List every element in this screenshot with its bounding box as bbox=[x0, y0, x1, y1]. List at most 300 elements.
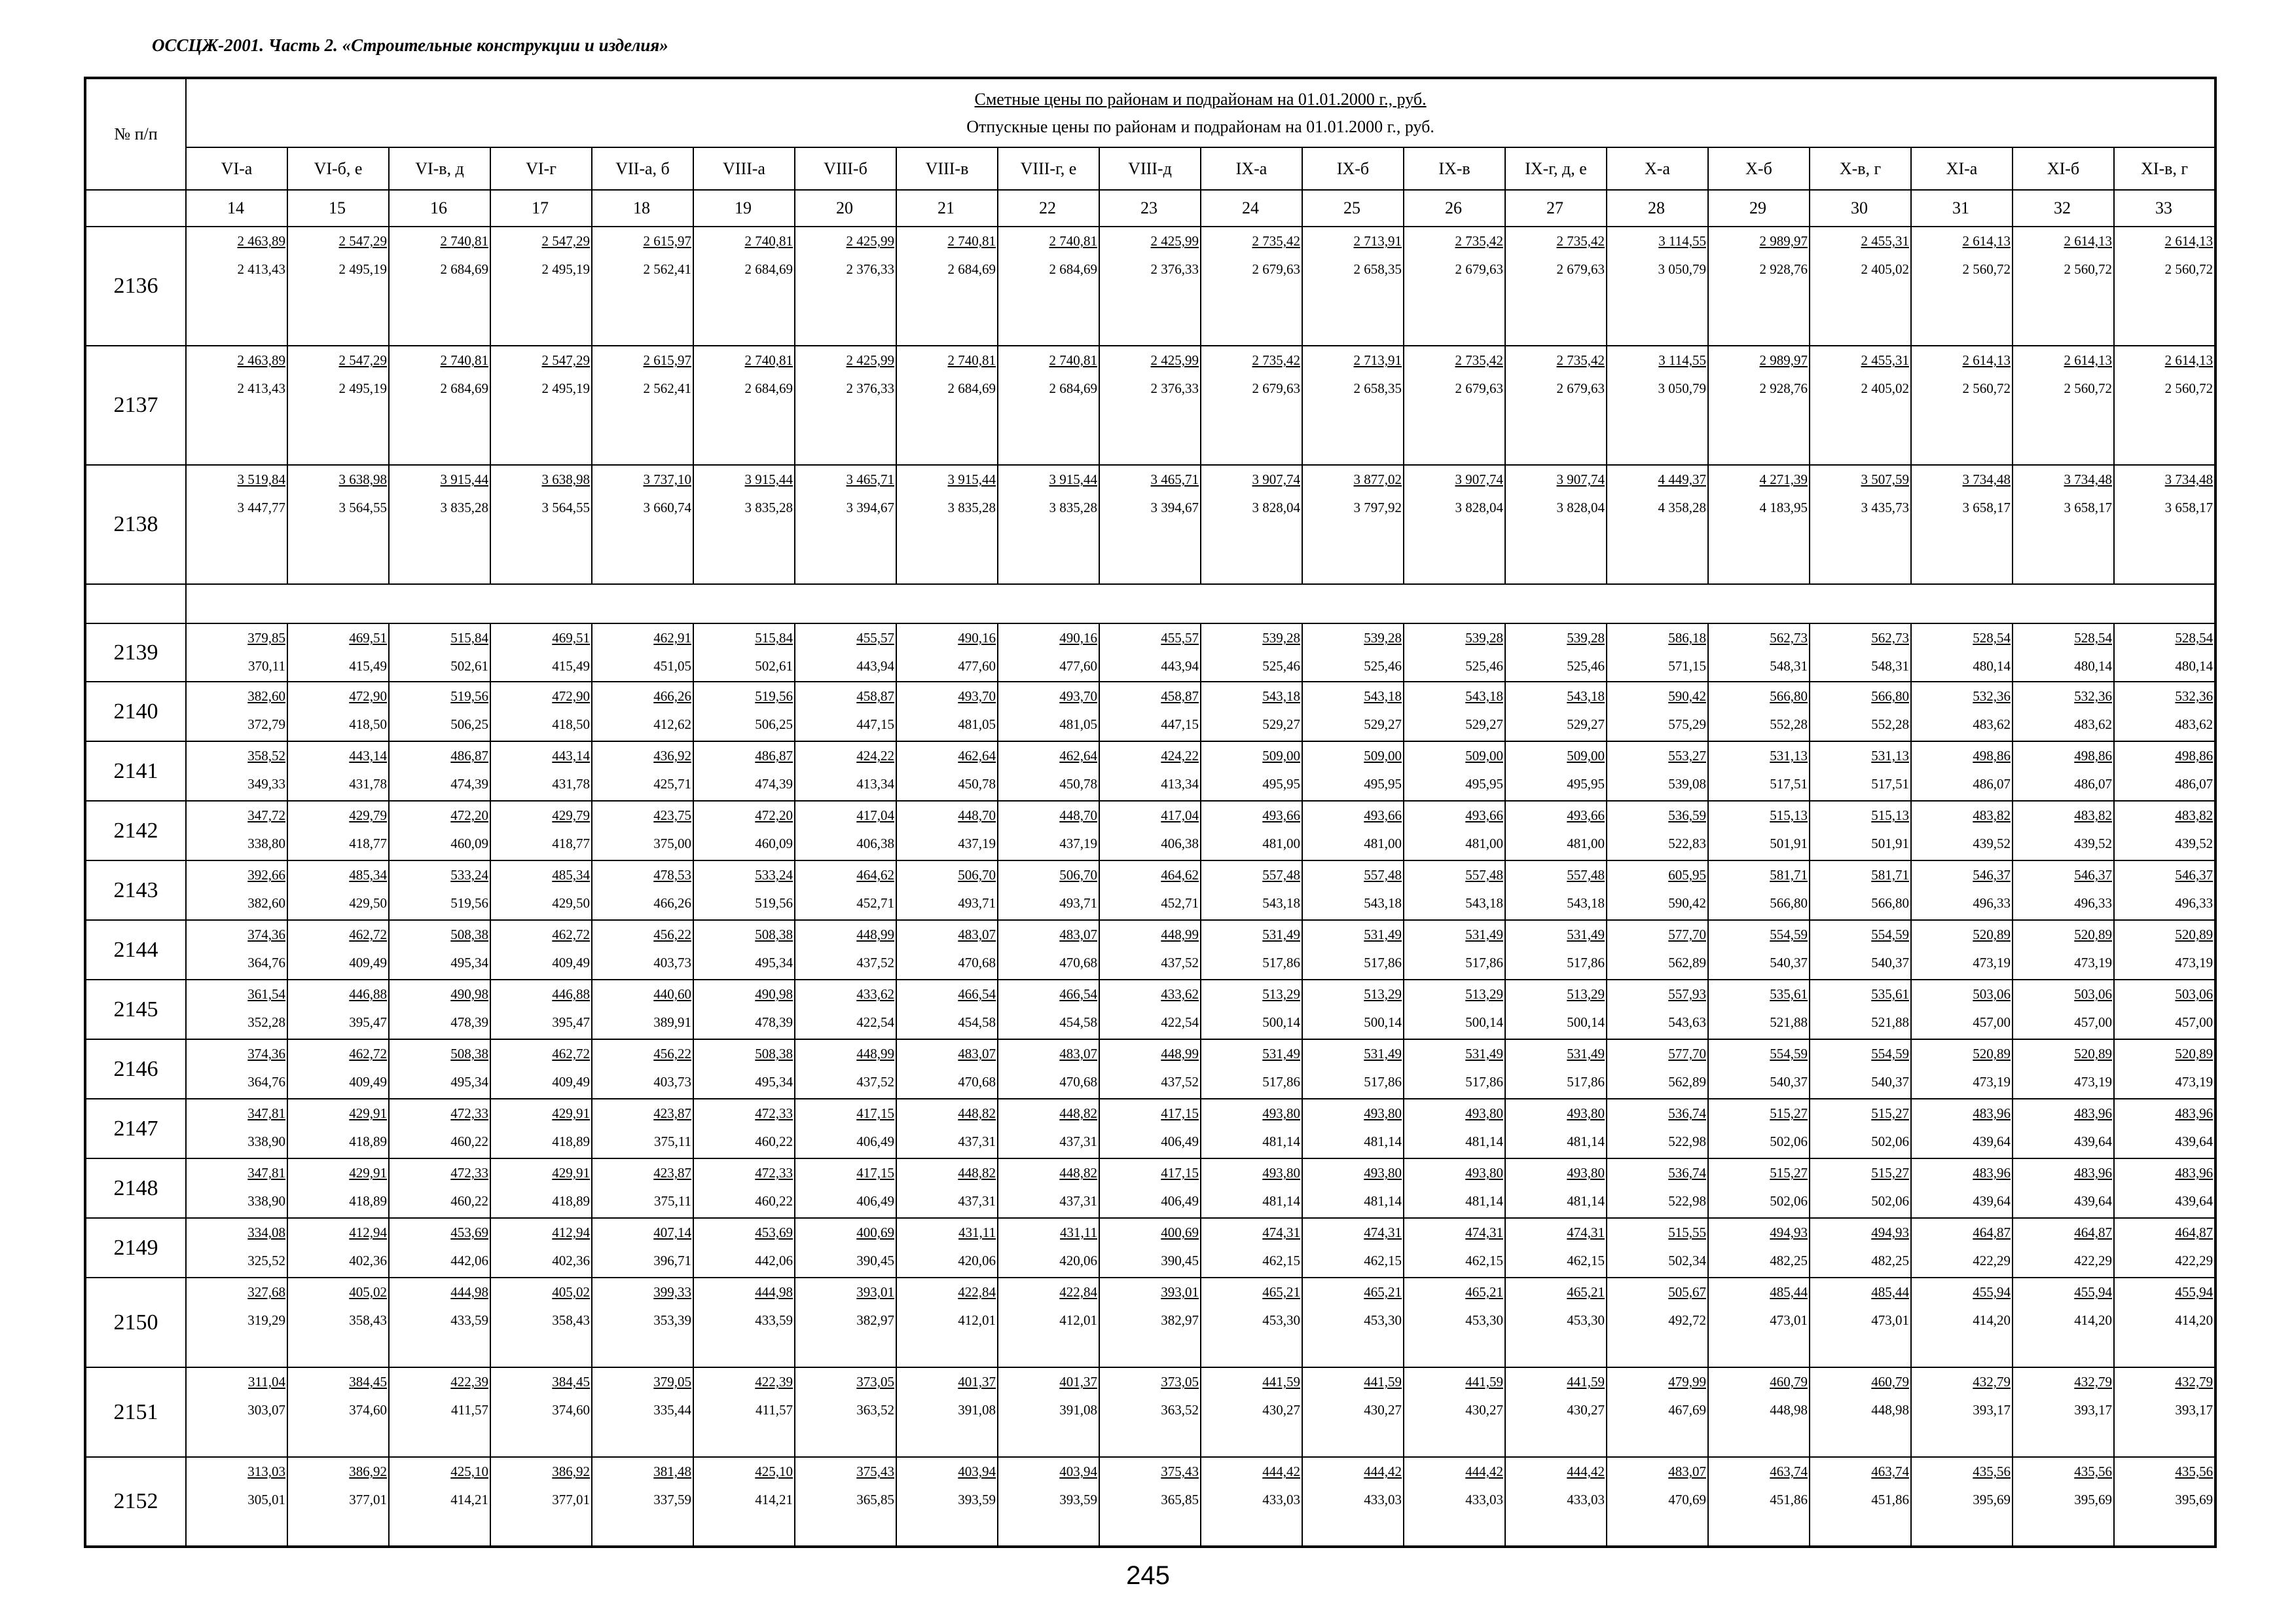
price-cell bbox=[896, 682, 998, 741]
selling-price: 409,49 bbox=[349, 955, 387, 970]
price-cell bbox=[592, 227, 693, 346]
estimated-price: 485,44 bbox=[1871, 1284, 1909, 1300]
estimated-price: 441,59 bbox=[1465, 1374, 1503, 1390]
estimated-price: 531,49 bbox=[1465, 1046, 1503, 1061]
estimated-price: 493,70 bbox=[1059, 688, 1097, 704]
estimated-price: 448,99 bbox=[856, 927, 894, 942]
table-title-row bbox=[85, 78, 2215, 147]
selling-price: 3 828,04 bbox=[1455, 500, 1503, 515]
selling-price: 457,00 bbox=[2175, 1014, 2214, 1030]
table-row bbox=[85, 860, 2215, 920]
estimated-price: 498,86 bbox=[1973, 748, 2011, 764]
estimated-price: 535,61 bbox=[1871, 986, 1909, 1002]
price-cell bbox=[1505, 741, 1607, 801]
estimated-price: 493,66 bbox=[1262, 807, 1300, 823]
selling-price: 529,27 bbox=[1262, 716, 1300, 732]
selling-price: 454,58 bbox=[958, 1014, 996, 1030]
selling-price: 502,06 bbox=[1770, 1193, 1808, 1209]
estimated-price: 3 915,44 bbox=[947, 471, 996, 487]
selling-price: 473,19 bbox=[1973, 1074, 2011, 1090]
price-cell bbox=[1505, 1278, 1607, 1367]
selling-price: 433,03 bbox=[1567, 1492, 1605, 1507]
selling-price: 473,01 bbox=[1770, 1312, 1808, 1328]
selling-price: 2 684,69 bbox=[1049, 261, 1097, 277]
selling-price: 470,69 bbox=[1668, 1492, 1706, 1507]
selling-price: 406,49 bbox=[856, 1193, 894, 1209]
estimated-price: 2 615,97 bbox=[643, 352, 691, 368]
price-cell bbox=[795, 920, 896, 980]
selling-price: 543,18 bbox=[1465, 895, 1503, 911]
selling-price: 562,89 bbox=[1668, 955, 1706, 970]
estimated-price: 460,79 bbox=[1871, 1374, 1909, 1390]
selling-price: 543,18 bbox=[1262, 895, 1300, 911]
column-header: XI-а bbox=[1911, 147, 2013, 190]
estimated-price: 520,89 bbox=[2074, 927, 2112, 942]
price-cell bbox=[1810, 860, 1911, 920]
estimated-price: 2 425,99 bbox=[846, 352, 894, 368]
estimated-price: 417,15 bbox=[856, 1105, 894, 1121]
selling-price: 2 560,72 bbox=[1962, 380, 2011, 396]
estimated-price: 2 713,91 bbox=[1353, 233, 1402, 249]
column-header: VIII-г, е bbox=[998, 147, 1099, 190]
price-cell bbox=[389, 682, 490, 741]
estimated-price: 423,75 bbox=[653, 807, 691, 823]
price-cell bbox=[592, 623, 693, 682]
estimated-price: 493,80 bbox=[1465, 1105, 1503, 1121]
estimated-price: 557,48 bbox=[1465, 867, 1503, 883]
selling-price: 481,00 bbox=[1567, 836, 1605, 851]
price-cell bbox=[186, 920, 287, 980]
selling-price: 3 828,04 bbox=[1252, 500, 1300, 515]
price-cell bbox=[1302, 1099, 1404, 1158]
selling-price: 540,37 bbox=[1770, 955, 1808, 970]
selling-price: 506,25 bbox=[755, 716, 793, 732]
selling-price: 437,31 bbox=[1059, 1134, 1097, 1149]
estimated-price: 486,87 bbox=[450, 748, 488, 764]
selling-price: 429,50 bbox=[552, 895, 590, 911]
estimated-price: 2 713,91 bbox=[1353, 352, 1402, 368]
price-cell bbox=[1911, 1158, 2013, 1218]
selling-price: 460,09 bbox=[450, 836, 488, 851]
estimated-price: 453,69 bbox=[755, 1225, 793, 1240]
estimated-price: 490,98 bbox=[755, 986, 793, 1002]
price-cell bbox=[592, 801, 693, 860]
estimated-price: 433,62 bbox=[1161, 986, 1199, 1002]
selling-price: 418,89 bbox=[349, 1193, 387, 1209]
selling-price: 522,98 bbox=[1668, 1193, 1706, 1209]
price-cell bbox=[2114, 465, 2215, 584]
selling-price: 3 658,17 bbox=[1962, 500, 2011, 515]
price-cell bbox=[1099, 227, 1201, 346]
estimated-price: 515,27 bbox=[1871, 1165, 1909, 1181]
selling-price: 439,64 bbox=[2175, 1193, 2214, 1209]
price-cell bbox=[1810, 980, 1911, 1039]
price-cell bbox=[592, 346, 693, 465]
estimated-price: 386,92 bbox=[552, 1464, 590, 1479]
price-cell bbox=[1607, 227, 1708, 346]
selling-price: 338,80 bbox=[247, 836, 285, 851]
price-cell bbox=[2013, 1367, 2114, 1457]
estimated-price: 539,28 bbox=[1567, 630, 1605, 646]
estimated-price: 520,89 bbox=[1973, 1046, 2011, 1061]
selling-price: 2 413,43 bbox=[237, 261, 285, 277]
estimated-price: 432,79 bbox=[1973, 1374, 2011, 1390]
selling-price: 2 679,63 bbox=[1556, 261, 1605, 277]
price-cell bbox=[2114, 741, 2215, 801]
price-cell bbox=[1708, 465, 1810, 584]
selling-price: 2 684,69 bbox=[744, 380, 793, 396]
selling-price: 338,90 bbox=[247, 1134, 285, 1149]
price-cell bbox=[592, 920, 693, 980]
price-cell bbox=[1201, 682, 1302, 741]
selling-price: 393,17 bbox=[2175, 1402, 2214, 1418]
price-cell bbox=[1810, 1099, 1911, 1158]
price-cell bbox=[186, 465, 287, 584]
price-cell bbox=[1911, 920, 2013, 980]
price-cell bbox=[1505, 623, 1607, 682]
estimated-price: 490,98 bbox=[450, 986, 488, 1002]
price-cell bbox=[592, 860, 693, 920]
estimated-price: 422,39 bbox=[755, 1374, 793, 1390]
selling-price: 474,39 bbox=[450, 776, 488, 792]
selling-price: 364,76 bbox=[247, 1074, 285, 1090]
price-cell bbox=[592, 1278, 693, 1367]
estimated-price: 448,70 bbox=[1059, 807, 1097, 823]
table-row bbox=[85, 801, 2215, 860]
price-cell bbox=[186, 1218, 287, 1278]
price-cell bbox=[1607, 1039, 1708, 1099]
estimated-price: 474,31 bbox=[1465, 1225, 1503, 1240]
estimated-price: 347,81 bbox=[247, 1165, 285, 1181]
column-number: 17 bbox=[490, 190, 592, 227]
selling-price: 425,71 bbox=[653, 776, 691, 792]
selling-price: 414,20 bbox=[2175, 1312, 2214, 1328]
price-cell bbox=[1099, 1278, 1201, 1367]
selling-price: 486,07 bbox=[2074, 776, 2112, 792]
selling-price: 460,22 bbox=[450, 1134, 488, 1149]
estimated-price: 503,06 bbox=[2074, 986, 2112, 1002]
price-cell bbox=[1810, 623, 1911, 682]
price-cell bbox=[287, 346, 389, 465]
price-cell bbox=[389, 1367, 490, 1457]
price-cell bbox=[896, 346, 998, 465]
estimated-price: 483,96 bbox=[2175, 1105, 2214, 1121]
price-cell bbox=[1404, 860, 1505, 920]
estimated-price: 425,10 bbox=[450, 1464, 488, 1479]
column-header: VIII-д bbox=[1099, 147, 1201, 190]
selling-price: 2 658,35 bbox=[1353, 380, 1402, 396]
selling-price: 529,27 bbox=[1465, 716, 1503, 732]
column-number: 24 bbox=[1201, 190, 1302, 227]
price-cell bbox=[2114, 1158, 2215, 1218]
estimated-price: 3 915,44 bbox=[440, 471, 488, 487]
price-cell bbox=[1911, 623, 2013, 682]
column-header: VI-б, е bbox=[287, 147, 389, 190]
selling-price: 437,52 bbox=[856, 955, 894, 970]
selling-price: 480,14 bbox=[2074, 658, 2112, 674]
price-cell bbox=[490, 801, 592, 860]
estimated-price: 513,29 bbox=[1262, 986, 1300, 1002]
price-cell bbox=[389, 465, 490, 584]
selling-price: 460,22 bbox=[755, 1193, 793, 1209]
price-cell bbox=[1302, 801, 1404, 860]
price-cell bbox=[2013, 346, 2114, 465]
estimated-price: 417,04 bbox=[1161, 807, 1199, 823]
estimated-price: 2 735,42 bbox=[1556, 352, 1605, 368]
estimated-price: 3 915,44 bbox=[744, 471, 793, 487]
selling-price: 439,64 bbox=[1973, 1193, 2011, 1209]
selling-price: 390,45 bbox=[856, 1253, 894, 1268]
price-cell bbox=[1302, 346, 1404, 465]
estimated-price: 528,54 bbox=[1973, 630, 2011, 646]
price-cell bbox=[1810, 346, 1911, 465]
selling-price: 2 679,63 bbox=[1252, 261, 1300, 277]
price-cell bbox=[1708, 1039, 1810, 1099]
selling-price: 335,44 bbox=[653, 1402, 691, 1418]
price-cell bbox=[1911, 465, 2013, 584]
selling-price: 470,68 bbox=[1059, 1074, 1097, 1090]
selling-price: 2 684,69 bbox=[440, 380, 488, 396]
price-cell bbox=[2013, 801, 2114, 860]
estimated-price: 3 638,98 bbox=[541, 471, 590, 487]
price-cell bbox=[1201, 1218, 1302, 1278]
price-cell bbox=[287, 1039, 389, 1099]
estimated-price: 462,91 bbox=[653, 630, 691, 646]
price-cell bbox=[186, 1158, 287, 1218]
price-cell bbox=[2114, 623, 2215, 682]
estimated-price: 566,80 bbox=[1871, 688, 1909, 704]
estimated-price: 2 740,81 bbox=[440, 352, 488, 368]
price-cell bbox=[1911, 682, 2013, 741]
price-cell bbox=[186, 860, 287, 920]
selling-price: 418,89 bbox=[552, 1134, 590, 1149]
selling-price: 422,29 bbox=[2074, 1253, 2112, 1268]
estimated-price: 466,26 bbox=[653, 688, 691, 704]
price-cell bbox=[1708, 920, 1810, 980]
price-cell bbox=[1505, 1367, 1607, 1457]
estimated-price: 464,87 bbox=[1973, 1225, 2011, 1240]
price-cell bbox=[998, 1457, 1099, 1547]
selling-price: 395,47 bbox=[349, 1014, 387, 1030]
price-cell bbox=[490, 227, 592, 346]
price-cell bbox=[1201, 346, 1302, 465]
selling-price: 338,90 bbox=[247, 1193, 285, 1209]
estimated-price: 2 463,89 bbox=[237, 352, 285, 368]
price-cell bbox=[287, 980, 389, 1039]
price-cell bbox=[1099, 980, 1201, 1039]
estimated-price: 2 735,42 bbox=[1252, 233, 1300, 249]
estimated-price: 313,03 bbox=[247, 1464, 285, 1479]
selling-price: 467,69 bbox=[1668, 1402, 1706, 1418]
estimated-price: 417,15 bbox=[856, 1165, 894, 1181]
price-cell bbox=[998, 920, 1099, 980]
estimated-price: 472,90 bbox=[349, 688, 387, 704]
estimated-price: 566,80 bbox=[1770, 688, 1808, 704]
estimated-price: 590,42 bbox=[1668, 688, 1706, 704]
selling-price: 439,64 bbox=[2074, 1134, 2112, 1149]
selling-price: 437,52 bbox=[1161, 1074, 1199, 1090]
estimated-price: 2 463,89 bbox=[237, 233, 285, 249]
column-header: IX-г, д, е bbox=[1505, 147, 1607, 190]
estimated-price: 4 271,39 bbox=[1759, 471, 1808, 487]
price-cell bbox=[1810, 1367, 1911, 1457]
selling-price: 483,62 bbox=[2175, 716, 2214, 732]
column-number: 29 bbox=[1708, 190, 1810, 227]
price-cell bbox=[287, 1457, 389, 1547]
price-cell bbox=[1201, 1457, 1302, 1547]
price-cell bbox=[795, 980, 896, 1039]
price-cell bbox=[186, 346, 287, 465]
selling-price: 2 560,72 bbox=[2164, 380, 2214, 396]
price-cell bbox=[1099, 920, 1201, 980]
selling-price: 3 835,28 bbox=[947, 500, 996, 515]
estimated-price: 462,72 bbox=[552, 1046, 590, 1061]
price-cell bbox=[389, 920, 490, 980]
price-cell bbox=[1099, 860, 1201, 920]
selling-price: 473,19 bbox=[2175, 955, 2214, 970]
price-cell bbox=[1708, 1099, 1810, 1158]
price-cell bbox=[2013, 227, 2114, 346]
selling-price: 517,51 bbox=[1871, 776, 1909, 792]
estimated-price: 440,60 bbox=[653, 986, 691, 1002]
estimated-price: 358,52 bbox=[247, 748, 285, 764]
row-number-header: № п/п bbox=[85, 78, 186, 190]
price-cell bbox=[186, 1278, 287, 1367]
estimated-price: 506,70 bbox=[1059, 867, 1097, 883]
price-cell bbox=[490, 1218, 592, 1278]
price-cell bbox=[1911, 1218, 2013, 1278]
table-row bbox=[85, 682, 2215, 741]
price-cell bbox=[2013, 682, 2114, 741]
estimated-price: 472,33 bbox=[450, 1165, 488, 1181]
selling-price: 462,15 bbox=[1262, 1253, 1300, 1268]
estimated-price: 2 740,81 bbox=[947, 352, 996, 368]
estimated-price: 464,62 bbox=[856, 867, 894, 883]
estimated-price: 2 614,13 bbox=[2164, 233, 2214, 249]
selling-price: 522,83 bbox=[1668, 836, 1706, 851]
price-cell bbox=[1099, 1158, 1201, 1218]
price-cell bbox=[186, 741, 287, 801]
price-cell bbox=[1201, 1367, 1302, 1457]
estimated-price: 441,59 bbox=[1567, 1374, 1605, 1390]
selling-price: 393,59 bbox=[958, 1492, 996, 1507]
selling-price: 411,57 bbox=[451, 1402, 488, 1418]
price-cell bbox=[2114, 920, 2215, 980]
selling-price: 575,29 bbox=[1668, 716, 1706, 732]
estimated-price: 2 740,81 bbox=[440, 233, 488, 249]
separator-cell bbox=[186, 584, 2215, 623]
estimated-price: 2 425,99 bbox=[846, 233, 894, 249]
column-numbers-row bbox=[85, 190, 2215, 227]
selling-price: 420,06 bbox=[1059, 1253, 1097, 1268]
estimated-price: 465,21 bbox=[1364, 1284, 1402, 1300]
estimated-price: 458,87 bbox=[1161, 688, 1199, 704]
estimated-price: 466,54 bbox=[958, 986, 996, 1002]
selling-price: 2 684,69 bbox=[1049, 380, 1097, 396]
row-number: 2140 bbox=[85, 682, 186, 741]
selling-price: 2 560,72 bbox=[2064, 261, 2112, 277]
selling-price: 501,91 bbox=[1770, 836, 1808, 851]
price-cell bbox=[1911, 227, 2013, 346]
selling-price: 566,80 bbox=[1871, 895, 1909, 911]
column-header: VI-г bbox=[490, 147, 592, 190]
price-cell bbox=[896, 980, 998, 1039]
price-cell bbox=[1099, 623, 1201, 682]
price-cell bbox=[998, 980, 1099, 1039]
price-cell bbox=[490, 860, 592, 920]
estimated-price: 384,45 bbox=[552, 1374, 590, 1390]
estimated-price: 424,22 bbox=[856, 748, 894, 764]
estimated-price: 469,51 bbox=[349, 630, 387, 646]
estimated-price: 483,82 bbox=[2175, 807, 2214, 823]
selling-price: 502,34 bbox=[1668, 1253, 1706, 1268]
selling-price: 396,71 bbox=[653, 1253, 691, 1268]
estimated-price: 429,91 bbox=[552, 1105, 590, 1121]
estimated-price: 3 519,84 bbox=[237, 471, 285, 487]
estimated-price: 465,21 bbox=[1262, 1284, 1300, 1300]
price-cell bbox=[2013, 1039, 2114, 1099]
selling-price: 393,17 bbox=[1973, 1402, 2011, 1418]
price-cell bbox=[896, 920, 998, 980]
estimated-price: 515,13 bbox=[1770, 807, 1808, 823]
estimated-price: 3 907,74 bbox=[1455, 471, 1503, 487]
estimated-price: 520,89 bbox=[2074, 1046, 2112, 1061]
estimated-price: 373,05 bbox=[856, 1374, 894, 1390]
estimated-price: 513,29 bbox=[1567, 986, 1605, 1002]
price-cell bbox=[287, 1158, 389, 1218]
estimated-price: 554,59 bbox=[1770, 927, 1808, 942]
selling-price: 478,39 bbox=[450, 1014, 488, 1030]
selling-price: 413,34 bbox=[1161, 776, 1199, 792]
selling-price: 418,89 bbox=[552, 1193, 590, 1209]
estimated-price: 464,62 bbox=[1161, 867, 1199, 883]
price-cell bbox=[287, 227, 389, 346]
estimated-price: 448,82 bbox=[1059, 1105, 1097, 1121]
estimated-price: 494,93 bbox=[1770, 1225, 1808, 1240]
estimated-price: 412,94 bbox=[552, 1225, 590, 1240]
column-number: 19 bbox=[693, 190, 795, 227]
estimated-price: 455,94 bbox=[1973, 1284, 2011, 1300]
estimated-price: 520,89 bbox=[2175, 927, 2214, 942]
estimated-price: 455,94 bbox=[2074, 1284, 2112, 1300]
estimated-price: 392,66 bbox=[247, 867, 285, 883]
selling-price: 2 560,72 bbox=[1962, 261, 2011, 277]
row-number: 2151 bbox=[85, 1367, 186, 1457]
section-separator-row bbox=[85, 584, 2215, 623]
estimated-price: 515,13 bbox=[1871, 807, 1909, 823]
selling-price: 319,29 bbox=[247, 1312, 285, 1328]
selling-price: 492,72 bbox=[1668, 1312, 1706, 1328]
price-cell bbox=[1607, 1218, 1708, 1278]
price-cell bbox=[1607, 623, 1708, 682]
price-cell bbox=[592, 1367, 693, 1457]
selling-price: 406,38 bbox=[1161, 836, 1199, 851]
price-cell bbox=[998, 1278, 1099, 1367]
price-cell bbox=[186, 623, 287, 682]
selling-price: 477,60 bbox=[1059, 658, 1097, 674]
estimated-price: 2 455,31 bbox=[1861, 233, 1909, 249]
selling-price: 364,76 bbox=[247, 955, 285, 970]
selling-price: 437,31 bbox=[1059, 1193, 1097, 1209]
row-number: 2152 bbox=[85, 1457, 186, 1547]
selling-price: 517,86 bbox=[1262, 955, 1300, 970]
selling-price: 478,39 bbox=[755, 1014, 793, 1030]
estimated-price: 3 737,10 bbox=[643, 471, 691, 487]
price-cell bbox=[1505, 1218, 1607, 1278]
price-cell bbox=[592, 1457, 693, 1547]
selling-price: 2 495,19 bbox=[541, 380, 590, 396]
price-cell bbox=[1404, 741, 1505, 801]
